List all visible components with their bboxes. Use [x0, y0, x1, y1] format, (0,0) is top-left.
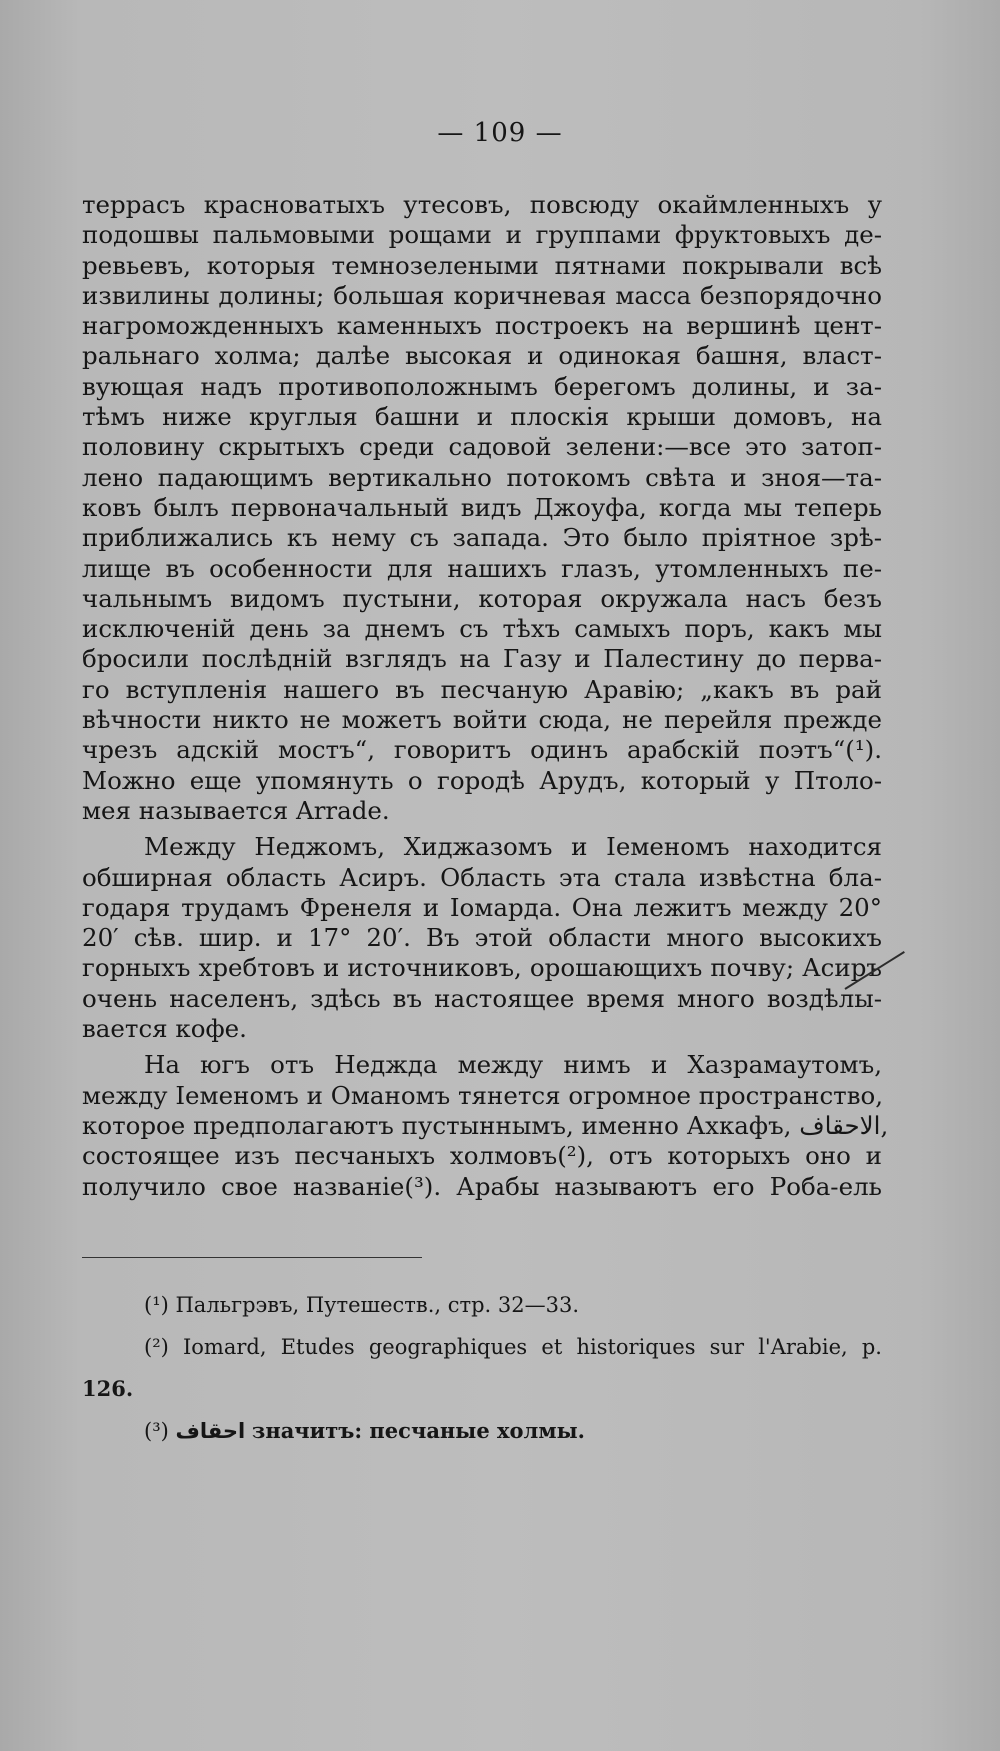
text-line: террасъ красноватыхъ утесовъ, повсюду окаймленныхъ у: [82, 190, 882, 219]
text-line: приближались къ нему съ запада. Это было пріятное зрѣ-: [82, 523, 882, 553]
footnote-3-arabic: احقاف: [175, 1419, 246, 1443]
paragraph-1: [82, 190, 882, 826]
main-text: [82, 190, 889, 1202]
text-line: вующая надъ противоположнымъ берегомъ долины, и за-: [82, 371, 882, 401]
text-line: лище въ особенности для нашихъ глазъ, утомленныхъ пе-: [82, 553, 882, 583]
footnote-2: (²) Iomard, Etudes geographiques et historiques sur l'Arabie, p.: [144, 1335, 882, 1359]
text-line: которое предполагаютъ пустыннымъ, именно Ахкафъ, الاحقاف,: [82, 1110, 889, 1140]
text-line: нагроможденныхъ каменныхъ построекъ на вершинѣ цент-: [82, 311, 882, 341]
text-line: между Іеменомъ и Оманомъ тянется огромное пространство,: [82, 1080, 884, 1110]
text-line: 20′ сѣв. шир. и 17° 20′. Въ этой области много высокихъ: [82, 923, 882, 953]
footnote-3-marker: (³): [144, 1419, 169, 1443]
text-line: половину скрытыхъ среди садовой зелени:—все это затоп-: [82, 432, 882, 462]
footnote-divider: [82, 1257, 422, 1258]
text-line: тѣмъ ниже круглыя башни и плоскія крыши домовъ, на: [82, 402, 882, 432]
text-line: состоящее изъ песчаныхъ холмовъ(²), отъ которыхъ оно и: [82, 1141, 882, 1171]
text-line: На югъ отъ Неджда между нимъ и Хазрамаутомъ,: [144, 1050, 882, 1080]
text-line: исключеній день за днемъ съ тѣхъ самыхъ поръ, какъ мы: [82, 614, 882, 644]
footnote-1: (¹) Пальгрэвъ, Путешеств., стр. 32—33.: [144, 1293, 580, 1317]
text-line: ревьевъ, которыя темнозелеными пятнами покрывали всѣ: [82, 250, 882, 280]
page-number: — 109 —: [437, 118, 563, 148]
paragraph-3: [82, 1050, 889, 1201]
text-line: ковъ былъ первоначальный видъ Джоуфа, когда мы теперь: [82, 492, 882, 522]
text-line: вѣчности никто не можетъ войти сюда, не перейля прежде: [82, 705, 882, 735]
text-line: вается кофе.: [82, 1014, 247, 1044]
text-line: Между Неджомъ, Хиджазомъ и Іеменомъ находится: [144, 832, 882, 862]
text-line: подошвы пальмовыми рощами и группами фруктовыхъ де-: [82, 220, 882, 250]
text-line: мея называется Arrade.: [82, 795, 390, 825]
text-line: бросили послѣдній взглядъ на Газу и Палестину до перва-: [82, 644, 882, 674]
text-line: ральнаго холма; далѣе высокая и одинокая башня, власт-: [82, 341, 882, 371]
text-line: лено падающимъ вертикально потокомъ свѣта и зноя—та-: [82, 462, 882, 492]
text-line: обширная область Асиръ. Область эта стала извѣстна бла-: [82, 862, 882, 892]
paragraph-2: [82, 832, 882, 1044]
text-line: извилины долины; большая коричневая масса безпорядочно: [82, 280, 882, 310]
footnotes: [82, 1284, 882, 1452]
text-line: годаря трудамъ Френеля и Іомарда. Она лежитъ между 20°: [82, 892, 882, 922]
text-line: чальнымъ видомъ пустыни, которая окружала насъ безъ: [82, 583, 882, 613]
text-line: го вступленія нашего въ песчаную Аравію; „какъ въ рай: [82, 674, 882, 704]
text-line: очень населенъ, здѣсь въ настоящее время много воздѣлы-: [82, 983, 882, 1013]
text-line: горныхъ хребтовъ и источниковъ, орошающихъ почву; Асиръ: [82, 953, 882, 983]
text-line: Можно еще упомянуть о городѣ Арудъ, который у Птоло-: [82, 765, 882, 795]
footnote-3: [82, 1410, 882, 1452]
footnote-2-continued: 126.: [82, 1376, 134, 1401]
text-line: получило свое названіе(³). Арабы называютъ его Роба-ель: [82, 1171, 882, 1201]
text-line: чрезъ адскій мостъ“, говоритъ одинъ арабскій поэтъ“(¹).: [82, 735, 882, 765]
footnote-3-text: значитъ: песчаные холмы.: [251, 1418, 585, 1443]
